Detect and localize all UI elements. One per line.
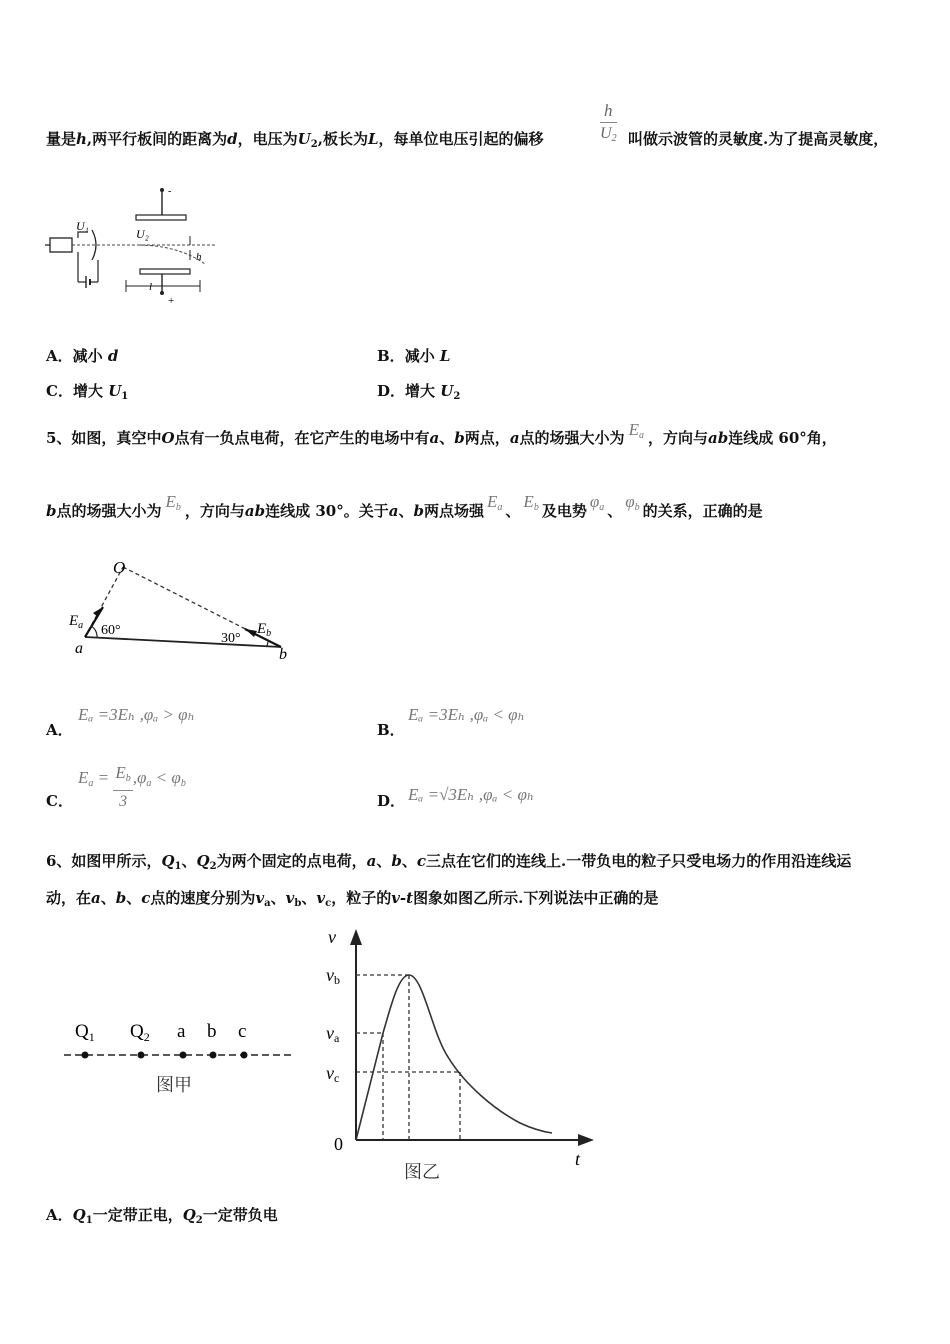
- sub: 1: [88, 1030, 95, 1044]
- q5-var-a: a: [509, 429, 520, 447]
- sub: a: [78, 620, 84, 631]
- label-t-axis: t: [575, 1149, 581, 1169]
- var-b: b: [115, 889, 127, 907]
- sub: b: [533, 502, 539, 513]
- velocity-curve: [356, 975, 552, 1140]
- sub: b: [634, 502, 640, 513]
- option-var: U: [440, 382, 454, 400]
- q6-text: 、: [100, 889, 116, 907]
- option-var: U: [108, 382, 122, 400]
- caption-jia: 图甲: [156, 1075, 192, 1095]
- q6-figure-yi-vt-graph: [320, 925, 600, 1187]
- q5-Eb: [166, 492, 181, 511]
- q4-sub: 2: [310, 139, 318, 150]
- option-letter: A．: [46, 721, 73, 739]
- q5-text: 两点场强: [424, 502, 485, 520]
- option-letter: A．: [46, 1206, 73, 1224]
- q5-phib: [625, 492, 639, 511]
- var-Q: Q: [161, 852, 175, 870]
- sub: 2: [195, 1215, 203, 1226]
- q5-option-a[interactable]: [46, 719, 73, 740]
- q6-text: 、: [126, 889, 142, 907]
- var-v: v: [255, 889, 265, 907]
- q5-text: 连线成 60°角，: [728, 429, 837, 447]
- sub: a: [88, 778, 94, 790]
- label-Q2: [130, 1021, 150, 1044]
- var-a: a: [366, 852, 377, 870]
- rest: [132, 768, 186, 790]
- E: E: [628, 420, 639, 439]
- q5-text: 、: [398, 502, 414, 520]
- sub: b: [180, 778, 186, 790]
- E: E: [78, 768, 89, 788]
- q6-text: 点的速度分别为: [150, 889, 256, 907]
- q4-option-d[interactable]: [377, 380, 460, 402]
- var-Q: Q: [196, 852, 210, 870]
- sub: a: [497, 502, 503, 513]
- q5-text: 5、如图，真空中: [46, 429, 162, 447]
- sub: b: [125, 773, 131, 784]
- point-Q2: [138, 1052, 145, 1059]
- q6-text: 为两个固定的点电荷，: [216, 852, 367, 870]
- q4-text: ,板长为: [317, 130, 368, 148]
- plus-sign: +: [168, 295, 175, 307]
- q6-text: 、: [376, 852, 392, 870]
- q6-text: ，粒子的: [331, 889, 392, 907]
- q5-text: 两点，: [464, 429, 510, 447]
- E: E: [69, 613, 79, 629]
- q5-line-2: [46, 492, 763, 522]
- label-Q1: [75, 1021, 95, 1044]
- option-text: 一定带负电: [202, 1206, 278, 1224]
- q5-Ea2: [487, 492, 502, 511]
- q6-line-1: [46, 850, 851, 872]
- v-axis-arrow: [350, 929, 362, 945]
- caption-yi: 图乙: [404, 1162, 440, 1182]
- var-v: v: [316, 889, 326, 907]
- var-Q: Q: [72, 1206, 86, 1224]
- q5-phia: [590, 492, 604, 511]
- var-c: c: [141, 889, 151, 907]
- label-U2: U₂: [136, 227, 149, 241]
- q4-var-h: h: [76, 130, 87, 148]
- var-Q: Q: [182, 1206, 196, 1224]
- top-plate: [136, 215, 186, 220]
- label-vc: [326, 1063, 339, 1085]
- option-text: 增大: [405, 382, 441, 400]
- label-U1: U₁: [76, 219, 89, 233]
- t-axis-arrow: [578, 1134, 594, 1146]
- q5-text: 、: [607, 502, 623, 520]
- q5-option-c[interactable]: [46, 790, 73, 811]
- q6-option-a[interactable]: [46, 1204, 278, 1226]
- label-b: b: [207, 1021, 217, 1042]
- q6-text: 、: [181, 852, 197, 870]
- phi: φ: [589, 492, 600, 511]
- q5-var-b: b: [46, 502, 57, 520]
- label-a: a: [75, 640, 83, 657]
- q5-text: 点的场强大小为: [519, 429, 625, 447]
- E: E: [115, 763, 126, 782]
- q5-text: 的关系，正确的是: [642, 502, 763, 520]
- label-origin: 0: [334, 1134, 343, 1154]
- E: E: [523, 492, 534, 511]
- q5-var-O: O: [161, 429, 175, 447]
- terminal-bottom: [160, 291, 164, 295]
- q5-text: 连线成 30°。关于: [265, 502, 389, 520]
- option-letter: D．: [377, 382, 406, 400]
- sub: b: [266, 628, 272, 639]
- option-letter: B．: [377, 721, 405, 739]
- q4-option-a[interactable]: [46, 345, 118, 366]
- q4-line-1-end: [628, 128, 888, 149]
- q5-option-b-expr: Eₐ =3Eₕ ,φₐ < φₕ: [408, 705, 525, 724]
- label-b: b: [279, 646, 287, 663]
- q4-text: ，每单位电压引起的偏移: [378, 130, 544, 148]
- q4-text: 量是: [46, 130, 77, 148]
- q6-text: 三点在它们的连线上.一带负电的粒子只受电场力的作用沿连线运: [425, 852, 852, 870]
- q6-text: 、: [401, 852, 417, 870]
- q5-line-1: [46, 420, 837, 449]
- q6-figure-jia: [60, 1015, 300, 1100]
- q4-option-b[interactable]: [377, 345, 450, 366]
- q5-field-figure: [45, 545, 305, 670]
- den-var: U: [600, 125, 612, 142]
- var-c: c: [416, 852, 426, 870]
- option-text: 减小: [72, 347, 108, 365]
- line-ab: [85, 637, 281, 647]
- label-va: [326, 1023, 340, 1045]
- label-Eb: [256, 621, 271, 639]
- var-v: v: [285, 889, 295, 907]
- q5-var-a: a: [429, 429, 440, 447]
- v: v: [326, 1063, 334, 1083]
- q4-line-1: [46, 128, 544, 150]
- q5-var-a: a: [388, 502, 399, 520]
- q5-text: ，方向与: [647, 429, 708, 447]
- q6-text: 、: [301, 889, 317, 907]
- option-text: 减小: [404, 347, 440, 365]
- q5-option-b[interactable]: [377, 719, 405, 740]
- q5-var-b: b: [454, 429, 465, 447]
- Eb-arrowhead: [245, 629, 257, 637]
- q5-option-d-expr: Eₐ =√3Eₕ ,φₐ < φₕ: [408, 785, 535, 804]
- fraction-numerator: h: [600, 100, 617, 123]
- q5-var-ab: ab: [707, 429, 729, 447]
- label-c: c: [238, 1021, 247, 1042]
- E: E: [165, 492, 176, 511]
- q4-sensitivity-fraction: [600, 100, 617, 150]
- label-30: 30°: [221, 631, 241, 646]
- sub: 1: [174, 861, 182, 872]
- phi: φ: [625, 492, 635, 511]
- v: v: [326, 965, 334, 985]
- E: E: [487, 492, 498, 511]
- sub: a: [264, 898, 271, 909]
- sub: 2: [209, 861, 217, 872]
- den: 3: [119, 793, 128, 810]
- sub: a: [638, 430, 644, 441]
- q4-text: ,两平行板间的距离为: [86, 130, 228, 148]
- eq: =: [97, 768, 110, 788]
- q5-text: 、: [439, 429, 455, 447]
- point-Q1: [82, 1052, 89, 1059]
- bottom-plate: [140, 269, 190, 274]
- q5-text: 点的场强大小为: [56, 502, 162, 520]
- q5-option-c-expr: [78, 762, 186, 813]
- sub: a: [599, 502, 605, 513]
- sub: 1: [85, 1215, 93, 1226]
- q4-text: ，电压为: [237, 130, 298, 148]
- v: v: [326, 1023, 334, 1043]
- num: [113, 762, 132, 791]
- point-b: [210, 1052, 217, 1059]
- q4-var-d: d: [227, 130, 238, 148]
- q5-Ea: [629, 420, 644, 439]
- label-l: l: [149, 281, 153, 293]
- sub: c: [334, 1071, 340, 1085]
- q4-text: 叫做示波管的灵敏度.为了提高灵敏度，: [628, 130, 889, 148]
- sub: a: [146, 778, 152, 790]
- sub: 2: [143, 1030, 150, 1044]
- label-O: O: [113, 558, 126, 577]
- terminal-top: [160, 188, 164, 192]
- var-b: b: [391, 852, 402, 870]
- electron-gun: [50, 238, 72, 252]
- q5-text: ，方向与: [184, 502, 245, 520]
- q4-var-U2: U: [297, 130, 311, 148]
- q6-text: 、: [270, 889, 286, 907]
- fraction-denominator: [600, 123, 617, 150]
- Ea-arrowhead: [93, 607, 103, 617]
- sub: a: [334, 1031, 340, 1045]
- label-Ea: [68, 613, 83, 631]
- option-sub: 1: [121, 391, 129, 402]
- option-letter: B．: [377, 347, 405, 365]
- q4-oscilloscope-figure: [40, 180, 225, 310]
- q5-text: 、: [505, 502, 521, 520]
- q6-text: 动，在: [46, 889, 92, 907]
- option-var: d: [107, 347, 119, 365]
- q6-line-2: [46, 887, 658, 909]
- q5-option-a-expr: Eₐ =3Eₕ ,φₐ > φₕ: [78, 705, 195, 724]
- option-letter: D．: [377, 792, 406, 810]
- label-h: h: [196, 251, 202, 263]
- var-a: a: [91, 889, 101, 907]
- Q: Q: [75, 1021, 89, 1042]
- point-c: [241, 1052, 248, 1059]
- option-var: L: [439, 347, 451, 365]
- option-text: 一定带正电，: [92, 1206, 183, 1224]
- q4-var-L: L: [367, 130, 379, 148]
- q4-option-c[interactable]: [46, 380, 128, 402]
- E: E: [257, 621, 267, 637]
- q5-var-ab: ab: [244, 502, 266, 520]
- q6-text: 6、如图甲所示，: [46, 852, 162, 870]
- phi: < φ: [151, 768, 181, 788]
- minus-sign: -: [168, 186, 172, 197]
- angle-60-arc: [91, 626, 97, 638]
- Q: Q: [130, 1021, 144, 1042]
- sub: b: [175, 502, 181, 513]
- q5-option-d[interactable]: [377, 790, 405, 811]
- q5-text: 及电势: [541, 502, 587, 520]
- label-vb: [326, 965, 340, 987]
- lhs: [78, 768, 110, 790]
- option-sub: 2: [453, 391, 461, 402]
- option-letter: A．: [46, 347, 73, 365]
- label-60: 60°: [101, 623, 121, 638]
- option-letter: C．: [46, 382, 73, 400]
- den-sub: 2: [611, 133, 617, 144]
- q5-Eb2: [523, 492, 538, 511]
- phi: ,φ: [132, 768, 147, 788]
- q5-var-b: b: [413, 502, 424, 520]
- var-vt: v-t: [391, 889, 414, 907]
- option-text: 增大: [72, 382, 109, 400]
- sub: b: [294, 898, 302, 909]
- q6-text: 图象如图乙所示.下列说法中正确的是: [413, 889, 659, 907]
- option-letter: C．: [46, 792, 73, 810]
- sub: c: [325, 898, 332, 909]
- c-fraction: [113, 762, 132, 813]
- label-v-axis: v: [328, 927, 336, 947]
- sub: b: [334, 973, 340, 987]
- q5-text: 点有一负点电荷，在它产生的电场中有: [174, 429, 430, 447]
- label-a: a: [177, 1021, 186, 1042]
- point-a: [180, 1052, 187, 1059]
